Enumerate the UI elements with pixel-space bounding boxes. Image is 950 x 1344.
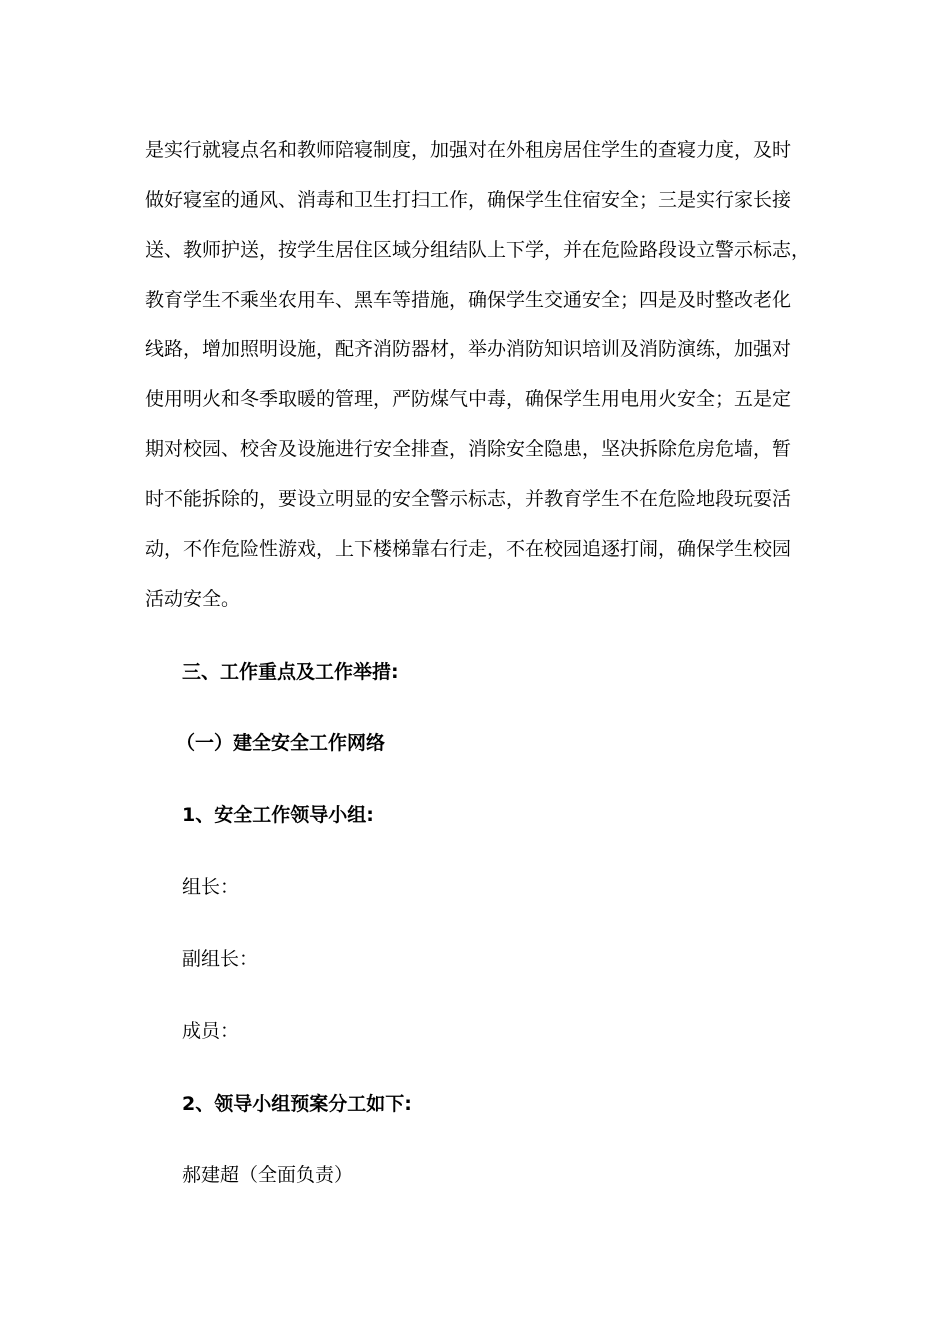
- body-line-1: 是实行就寝点名和教师陪寝制度，加强对在外租房居住学生的查寝力度，及时: [145, 139, 792, 161]
- section-heading: 三、工作重点及工作举措:: [182, 661, 399, 683]
- item-1-heading: 1、安全工作领导小组:: [182, 804, 374, 826]
- member-label: 成员：: [182, 1020, 240, 1042]
- body-line-3: 送、教师护送，按学生居住区域分组结队上下学，并在危险路段设立警示标志，: [145, 239, 811, 261]
- subsection-heading: （一）建全安全工作网络: [176, 732, 386, 754]
- body-line-2: 做好寝室的通风、消毒和卫生打扫工作，确保学生住宿安全；三是实行家长接: [145, 189, 792, 211]
- body-line-9: 动，不作危险性游戏，上下楼梯靠右行走，不在校园追逐打闹，确保学生校园: [145, 538, 792, 560]
- body-line-6: 使用明火和冬季取暖的管理，严防煤气中毒，确保学生用电用火安全；五是定: [145, 388, 792, 410]
- item-2-heading: 2、领导小组预案分工如下:: [182, 1093, 412, 1115]
- body-line-7: 期对校园、校舍及设施进行安全排查，消除安全隐患，坚决拆除危房危墙，暂: [145, 438, 792, 460]
- assignment-line: 郝建超（全面负责）: [182, 1164, 354, 1186]
- body-line-5: 线路，增加照明设施，配齐消防器材，举办消防知识培训及消防演练，加强对: [145, 338, 792, 360]
- deputy-leader-label: 副组长：: [182, 948, 259, 970]
- body-line-8: 时不能拆除的，要设立明显的安全警示标志，并教育学生不在危险地段玩耍活: [145, 488, 792, 510]
- leader-label: 组长：: [182, 876, 240, 898]
- body-line-4: 教育学生不乘坐农用车、黑车等措施，确保学生交通安全；四是及时整改老化: [145, 289, 792, 311]
- body-line-10: 活动安全。: [145, 588, 241, 610]
